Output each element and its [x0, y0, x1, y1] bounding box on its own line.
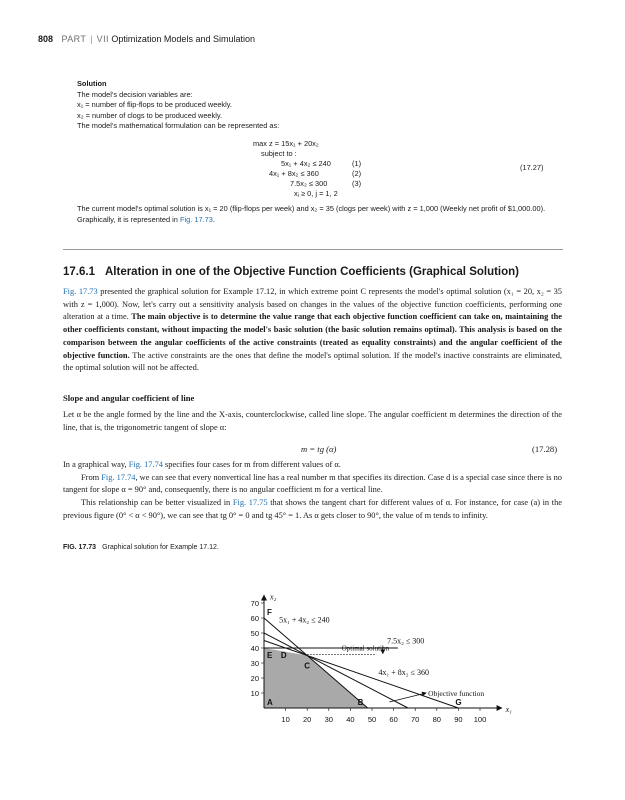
p3-a2: specifies four cases for m from different values of α. — [162, 460, 341, 469]
result-text-end: . — [212, 214, 215, 224]
x-tick-label: 30 — [324, 715, 333, 724]
part-title: Optimization Models and Simulation — [111, 34, 255, 44]
paragraph-2: Let α be the angle formed by the line and the X-axis, counterclockwise, called line slope. The angular coefficient m determines the direction of the line, that is, the trigonometric tangent of slope α: — [63, 410, 562, 432]
y-tick-label: 60 — [250, 614, 259, 623]
point-d: D — [280, 651, 287, 660]
p3-c1: This relationship can be better visualized in — [81, 498, 233, 508]
point-g: G — [455, 698, 462, 707]
figure-link-17-73[interactable]: Fig. 17.73 — [179, 214, 213, 224]
c1-annotation: 5x₁ + 4x₂ ≤ 240 — [279, 615, 330, 625]
section-divider — [63, 249, 563, 250]
x-tick-label: 100 — [473, 715, 487, 724]
p1-text-a: presented the graphical solution for Example 17.12, in which extreme point C represents the model's optimal solution (x₁ = 20, x₂ = 35 with z = 1,000). Now, let's carry out a sensitivity analysis based on changes in the values of the objective function coefficients, performing one alteration at a time. — [63, 287, 562, 322]
y-tick-label: 40 — [250, 644, 259, 653]
figure-caption-text: Graphical solution for Example 17.12. — [102, 544, 219, 551]
equation-number-17-27: (17.27) — [520, 163, 544, 172]
p1-text-b: The active constraints are the ones that define the model's optimal solution. If the model's inactive constraints are eliminated, the optimal solution will not be affected. — [63, 350, 562, 373]
graphical-solution-chart — [240, 540, 520, 730]
p3-b1: From — [81, 472, 102, 482]
equation-formula: m = tg (α) — [301, 444, 337, 454]
variable-x2: x₂ = number of clogs to be produced weekly. — [77, 110, 223, 120]
running-header — [38, 34, 255, 44]
figure-link-17-74[interactable]: Fig. 17.74 — [128, 460, 163, 469]
part-label: PART — [61, 34, 87, 44]
equation-number-17-28: (17.28) — [532, 444, 558, 454]
figure-link-17-74b[interactable]: Fig. 17.74 — [101, 472, 136, 482]
constraint-3: 7.5x₂ ≤ 300 — [290, 179, 328, 188]
part-number: VII — [96, 34, 109, 44]
constraint-3-number: (3) — [352, 179, 362, 188]
figure-link-17-73b[interactable]: Fig. 17.73 — [63, 287, 98, 296]
feasible-region — [264, 648, 368, 708]
subsection-heading: Slope and angular coefficient of line — [63, 393, 195, 403]
p3-line-c — [63, 497, 562, 522]
figure-caption — [63, 544, 219, 551]
figure-link-17-75[interactable]: Fig. 17.75 — [232, 498, 268, 508]
solution-intro: The model's decision variables are: — [77, 89, 193, 99]
optimal-solution-label: Optimal solution — [341, 644, 390, 653]
x-tick-label: 50 — [367, 715, 377, 724]
solution-heading: Solution — [77, 79, 107, 88]
constraint-2-number: (2) — [352, 169, 362, 178]
x-tick-label: 60 — [389, 715, 398, 724]
variable-x1: x₁ = number of flip-flops to be produced weekly. — [77, 100, 232, 110]
p3-line-a — [63, 459, 562, 472]
formulation-text: The model's mathematical formulation can be represented as: — [77, 121, 280, 131]
page-number: 808 — [38, 34, 54, 44]
result-text: The current model's optimal solution is x₁ = 20 (flip-flops per week) and x₂ = 35 (clogs per week) with z = 1,000 (Weekly net profit of $1,000.00). Graphically, it is represented in — [77, 204, 546, 224]
p3-c2: that shows the tangent chart for different values of α. For instance, for case (a) in the previous figure (0° < α < 90°), we can see that tg 0° = 0 and tg 45° = 1. As α gets closer to 90°, the value of m tends to infinity. — [63, 498, 562, 520]
y-tick-label: 10 — [250, 689, 259, 698]
p3-b2: , we can see that every nonvertical line has a real number m that specifies its direction. Case d is a special case since there is no tangent for slope α = 90° and, consequently, there is no angular coefficient m for a vertical line. — [63, 472, 562, 495]
objective-annotation: Objective function — [428, 689, 485, 698]
point-f: F — [267, 608, 272, 617]
nonnegativity: xⱼ ≥ 0, j = 1, 2 — [294, 189, 338, 198]
constraint-1: 5x₁ + 4x₂ ≤ 240 — [281, 159, 331, 168]
y-tick-label: 30 — [250, 659, 259, 668]
subject-to: subject to : — [261, 149, 297, 158]
p3-a1: In a graphical way, — [63, 460, 129, 469]
p1-bold: The main objective is to determine the value range that each objective function coefficient can take on, maintaining the other coefficients constant, without impacting the model's basic solution (the basic solution remains optimal). This analysis is based on the comparison between the angular coefficients of the active constraints (treated as equality constraints) and the angular coefficient of the objective function. — [63, 312, 562, 360]
header-divider: | — [90, 34, 93, 44]
optimal-result — [77, 204, 567, 225]
c3-annotation: 7.5x₂ ≤ 300 — [387, 636, 425, 646]
x-tick-label: 40 — [346, 715, 355, 724]
objective-function: max z = 15x₁ + 20x₂ — [253, 139, 319, 148]
model-formulation — [0, 139, 625, 199]
section-number: 17.6.1 — [63, 266, 95, 278]
y-tick-label: 50 — [250, 629, 259, 638]
x-tick-label: 80 — [432, 715, 441, 724]
point-c: C — [304, 661, 310, 671]
x-tick-label: 90 — [454, 715, 463, 724]
y-tick-label: 20 — [250, 674, 259, 683]
c2-annotation: 4x₁ + 8x₂ ≤ 360 — [378, 668, 429, 677]
section-heading — [63, 266, 519, 278]
point-e: E — [267, 651, 273, 660]
y-axis-label: x₂ — [270, 592, 277, 602]
section-title: Alteration in one of the Objective Function Coefficients (Graphical Solution) — [104, 266, 520, 278]
point-b: B — [357, 698, 364, 707]
paragraph-3 — [63, 459, 562, 523]
objective-arrow — [389, 693, 426, 702]
x-tick-label: 20 — [303, 715, 312, 724]
x-tick-label: 70 — [411, 715, 420, 724]
constraint-2: 4x₁ + 8x₂ ≤ 360 — [269, 169, 319, 178]
figure-label: FIG. 17.73 — [63, 544, 97, 551]
constraint-1-number: (1) — [352, 159, 362, 168]
solution-block — [77, 79, 577, 132]
x-axis-label: x₁ — [505, 705, 512, 714]
p3-line-b — [63, 472, 562, 497]
x-tick-label: 10 — [281, 715, 290, 724]
y-tick-label: 70 — [250, 599, 259, 608]
point-a: A — [267, 698, 273, 707]
paragraph-1 — [63, 286, 562, 375]
